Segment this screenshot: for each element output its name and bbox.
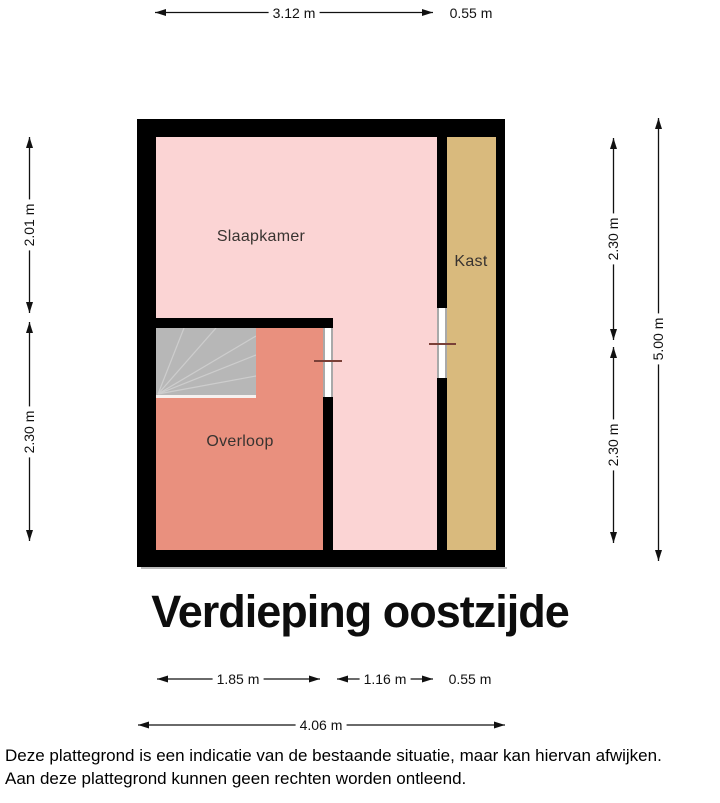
staircase xyxy=(156,328,256,395)
dim-bottom-landing: 1.85 m xyxy=(213,671,264,687)
dim-right-lower: 2.30 m xyxy=(605,420,621,471)
dim-right-upper: 2.30 m xyxy=(605,214,621,265)
room-label-bedroom: Slaapkamer xyxy=(216,228,306,245)
door-landing-tick xyxy=(314,360,342,362)
dim-right-total: 5.00 m xyxy=(650,314,666,365)
disclaimer-text xyxy=(5,744,717,790)
door-landing-opening xyxy=(323,328,333,397)
dim-bottom-closet: 0.55 m xyxy=(445,671,496,687)
disclaimer-line-1: Deze plattegrond is een indicatie van de bestaande situatie, maar kan hiervan afwijken. xyxy=(5,746,662,765)
dim-left-upper: 2.01 m xyxy=(21,200,37,251)
page-title: Verdieping oostzijde xyxy=(151,586,569,637)
room-label-landing: Overloop xyxy=(206,433,274,450)
plan-shadow xyxy=(141,567,507,569)
dim-bottom-total: 4.06 m xyxy=(296,717,347,733)
wall-bedroom-landing xyxy=(156,318,333,328)
staircase-bottom-strip xyxy=(156,395,256,398)
dim-bottom-corridor: 1.16 m xyxy=(360,671,411,687)
dim-left-lower: 2.30 m xyxy=(21,407,37,458)
door-closet-tick xyxy=(429,343,456,345)
staircase-winder-lines xyxy=(156,328,256,395)
dim-top-main: 3.12 m xyxy=(269,5,320,21)
disclaimer-line-2: Aan deze plattegrond kunnen geen rechten worden ontleend. xyxy=(5,769,467,788)
room-bedroom-corridor xyxy=(333,318,438,550)
room-label-closet: Kast xyxy=(454,253,488,270)
dim-top-closet: 0.55 m xyxy=(446,5,497,21)
